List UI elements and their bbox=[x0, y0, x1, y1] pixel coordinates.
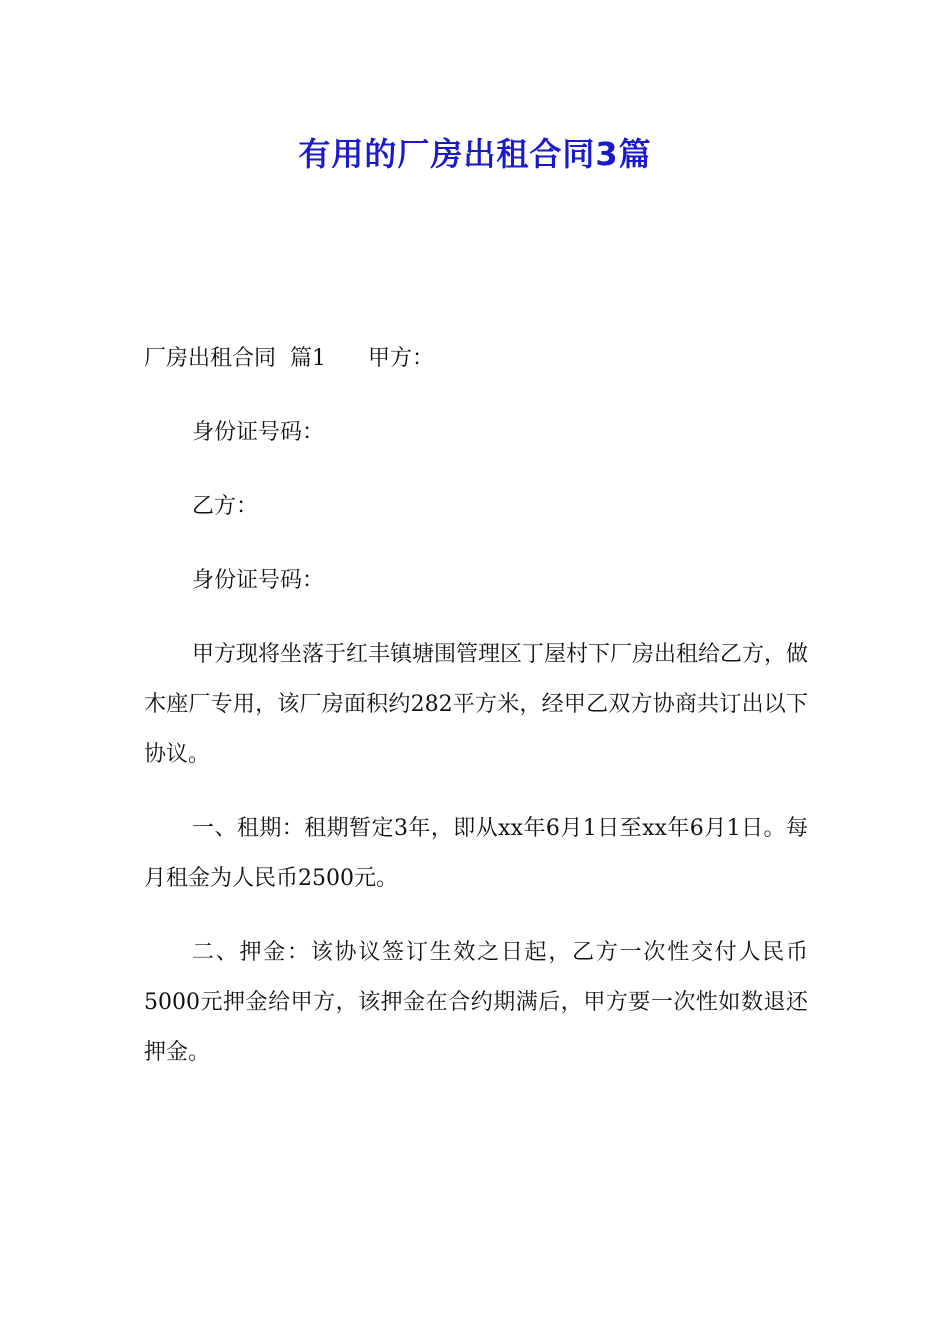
paragraph-id-number-b: 身份证号码： bbox=[192, 568, 325, 593]
paragraph-deposit: 二、押金：该协议签订生效之日起，乙方一次性交付人民币5000元押金给甲方，该押金在合约期满后，甲方要一次性如数退还押金。 bbox=[144, 940, 808, 1065]
paragraph-lease-term: 一、租期：租期暂定3年，即从xx年6月1日至xx年6月1日。每月租金为人民币2500元。 bbox=[144, 816, 808, 891]
paragraph-party-b: 乙方： bbox=[192, 494, 259, 519]
paragraph-premises: 甲方现将坐落于红丰镇塘围管理区丁屋村下厂房出租给乙方，做木座厂专用，该厂房面积约282平方米，经甲乙双方协商共订出以下协议。 bbox=[144, 642, 809, 767]
paragraph-id-number-a: 身份证号码： bbox=[192, 420, 325, 445]
document-title: 有用的厂房出租合同3篇 bbox=[298, 135, 652, 173]
paragraph-header-party-a: 厂房出租合同 篇1 甲方： bbox=[144, 346, 434, 371]
document-body bbox=[144, 334, 808, 1102]
